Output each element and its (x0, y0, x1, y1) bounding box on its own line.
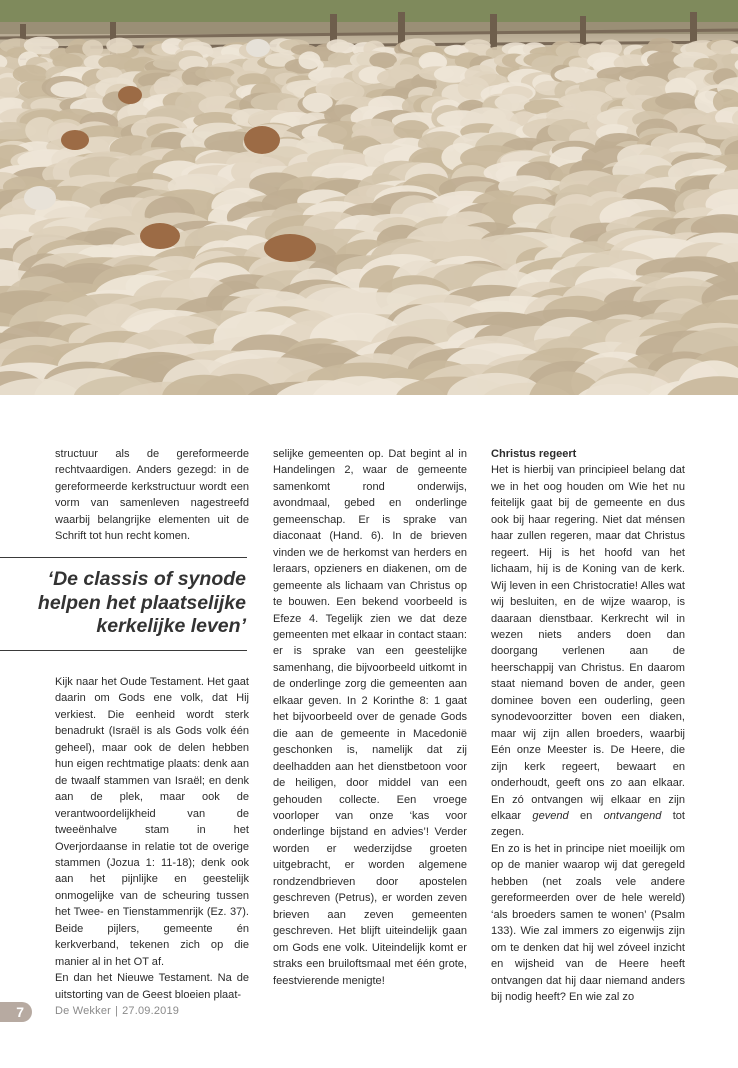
sheep-wool-blob (328, 52, 350, 65)
publication-date: 27.09.2019 (122, 1005, 180, 1017)
sheep-wool-blob (369, 52, 397, 68)
sheep-wool-blob (327, 39, 350, 52)
column1-lower (55, 674, 249, 1003)
article-column-2 (273, 446, 467, 989)
column1-paragraph-1: structuur als de gereformeerde rechtvaardigen. Anders gezegd: in de gereformeerde kerkstructuur wordt een vorm van samenleven nagestreefd waarbij belangrijke elementen uit de Schrift tot hun recht komen. (55, 448, 249, 543)
article-column-3 (491, 446, 685, 1005)
sheep-wool-blob (106, 38, 132, 54)
pull-quote-text: ‘De classis of synode helpen het plaatselijke kerkelijke leven’ (37, 568, 246, 637)
sheep-flock-illustration (0, 0, 738, 395)
column3-paragraph-1-text: Het is hierbij van principieel belang dat we in het oog houden om Wie het nu feitelijk gaat bij de gemeente en dus ook bij haar regering. Niet dat ménsen haar zullen regeren, maar dat Christus regeert. Hij is het hoofd van het lichaam, hij is de Koning van de kerk. Wij leven in een Christocratie! Alles wat wij besluiten, en de wijze waarop, is daaraan dienstbaar. Kerkrecht wil in wezen niets anders doen dan doorgang verlenen aan de heerschappij van Christus. En daarom staat niemand boven de ander, geen dominee boven een ouderling, geen synodevoorzitter boven een diaken, maar wij zijn allen broeders, waarbij Eén onze Meester is. De Heere, die zijn kerk regeert, bewaart en onderhoudt, geeft ons zo aan elkaar. En zó ontvangen wij elkaar en zijn elkaar (491, 464, 685, 822)
footer-separator: | (115, 1005, 119, 1017)
section-heading: Christus regeert (491, 448, 577, 460)
sheep-wool-blob (201, 82, 233, 97)
emphasis-gevend: gevend (532, 809, 569, 822)
emphasis-ontvangend: ontvangend (603, 809, 662, 822)
column1-paragraph-2: Kijk naar het Oude Testament. Het gaat daarin om Gods ene volk, dat Hij verkiest. Die eenheid wordt sterk benadrukt (Israël is als Gods volk één geheel), maar ook de delen hebben hun eigen rechtmatige plaats: denk aan de twaalf stammen van Israël; en denk aan de plek, maar ook de verantwoordelijkheid van de tweeënhalve stam in het Overjordaanse in relatie tot de overige stammen (Jozua 1: 11-18); denk ook aan het pijnlijke en geestelijk onmogelijke van de scheuring tussen het Twee- en Tienstammenrijk (Ez. 37). Beide pijlers, gemeente én kerkverband, tekenen zich op die manier al in het OT af. (55, 676, 249, 968)
footer (55, 1005, 179, 1017)
sheep-wool-blob (299, 51, 321, 69)
column1-paragraph-3: En dan het Nieuwe Testament. Na de uitstorting van de Geest bloeien plaat- (55, 972, 249, 1001)
page-number-badge: 7 (0, 1002, 32, 1022)
column2-paragraph-1: selijke gemeenten op. Dat begint al in Handelingen 2, waar de gemeente samenkomt rond onderwijs, avondmaal, gebed en onderlinge gemeenschap. Er is sprake van diaconaat (Hand. 6). In de brieven vinden we de herkomst van herders en leraars, opzieners en diakenen, om de gemeente als lichaam van Christus op te bouwen. Een bekend voorbeeld is Efeze 4. Tegelijk zien we dat deze gemeenten met elkaar in contact staan: er is sprake van een geestelijke samenhang, die bijvoorbeeld uitkomt in de onderlinge zorg die gemeenten aan elkaar geven. In 2 Korinthe 8: 1 gaat het bijvoorbeeld over de genade Gods die aan de gemeente in Macedonië geschonken is, namelijk dat zij deelhadden aan het dienstbetoon voor de heiligen, door middel van een gehouden collecte. Een vroege voorloper van onze ‘kas voor onderlinge bijstand en advies’! Verder worden er wederzijdse groeten uitgebracht, er worden algemene rondzendbrieven door apostelen geschreven (Petrus), er worden zeven brieven aan zeven gemeenten geschreven. Het blijft uiteindelijk gaan om Gods ene volk. Uiteindelijk komt er straks een bruiloftsmaal met één grote, feestvierende menigte! (273, 448, 467, 987)
column3-paragraph-1 (491, 462, 685, 840)
column3-paragraph-1-end: tot zegen. (491, 809, 685, 839)
hero-photo (0, 0, 738, 395)
publication-name: De Wekker (55, 1005, 111, 1017)
column3-conjunction: en (580, 809, 593, 822)
sheep-wool-blob (51, 81, 88, 97)
pull-quote (0, 557, 247, 651)
column3-paragraph-2: En zo is het in principe niet moeilijk om op de manier waarop wij dat geregeld hebben (net zoals vele andere gereformeerden over de hele wereld) ‘als broeders samen te wonen’ (Psalm 133). Wie zal immers zo eigenwijs zijn om te denken dat hij wel zóveel inzicht en wijsheid van de Heere heeft ontvangen dat hij daar niemand anders bij nodig heeft? En wie zal zo (491, 842, 685, 1003)
